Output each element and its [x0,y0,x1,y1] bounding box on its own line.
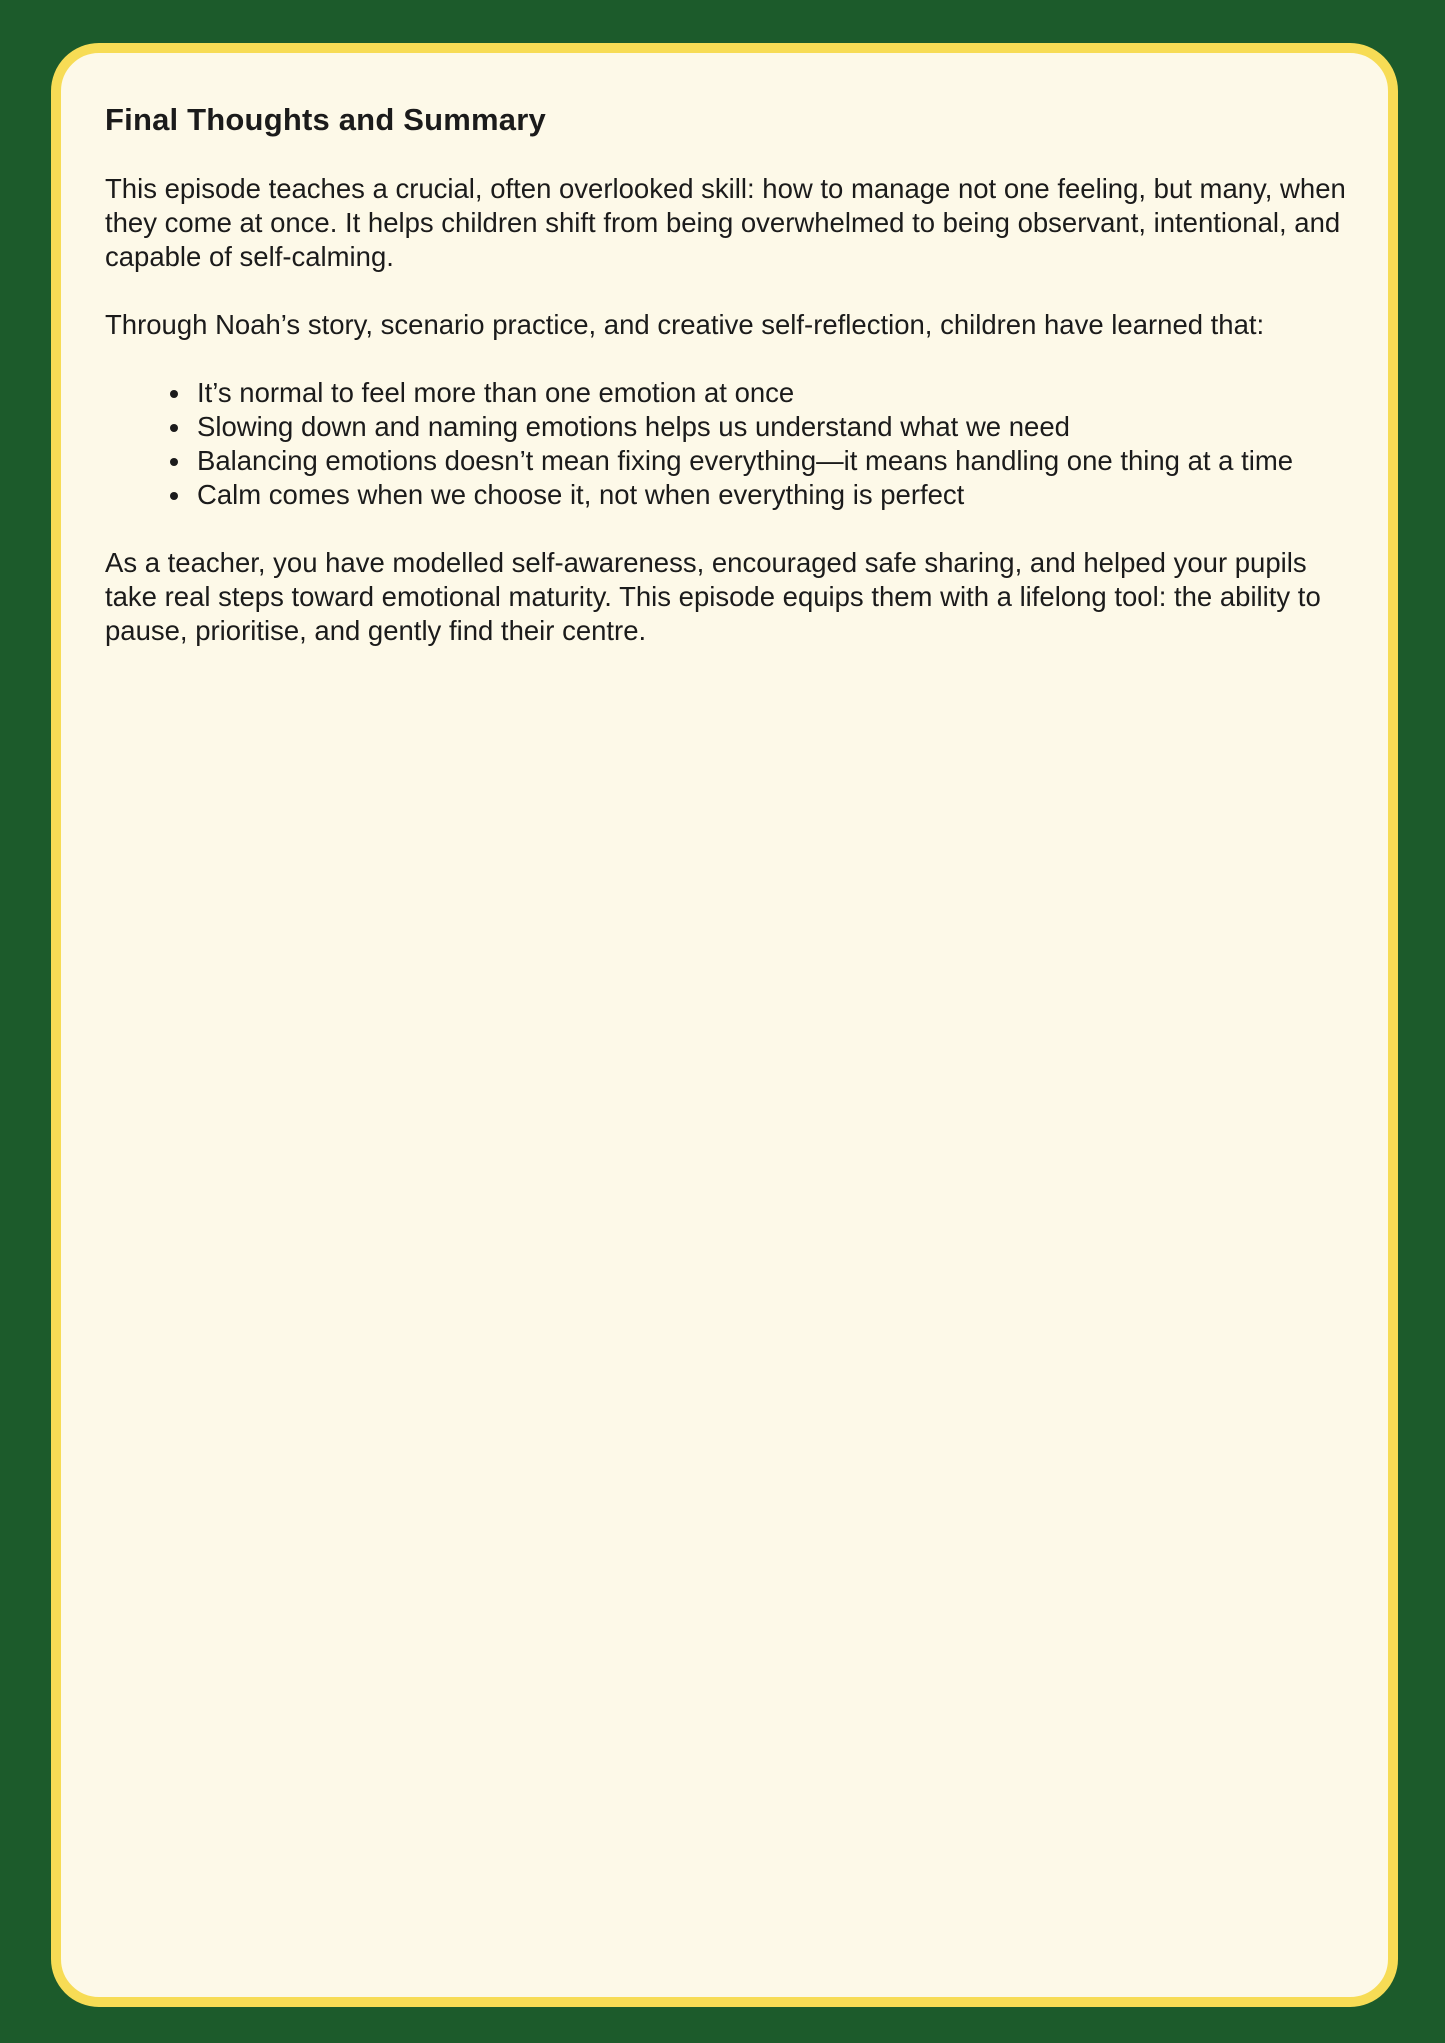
learning-points-list [105,376,1355,512]
list-item: • Balancing emotions doesn’t mean fixing everything—it means handling one thing at a time [193,444,1355,478]
learned-intro-paragraph: Through Noah’s story, scenario practice, and creative self-reflection, children have learned that: [105,309,1265,340]
intro-paragraph: This episode teaches a crucial, often overlooked skill: how to manage not one feeling, but many, when they come at once. It helps children shift from being overwhelmed to being observant, intentional, and capable of self-calming. [105,173,1346,272]
page-title: Final Thoughts and Summary [105,102,546,137]
list-item: • It’s normal to feel more than one emotion at once [193,376,1355,410]
teacher-paragraph: As a teacher, you have modelled self-awareness, encouraged safe sharing, and helped your pupils take real steps toward emotional maturity. This episode equips them with a lifelong tool: the ability to pause, prioritise, and gently find their centre. [105,547,1321,646]
document-content [105,96,1355,682]
list-item: • Calm comes when we choose it, not when everything is perfect [193,478,1355,512]
list-item: • Slowing down and naming emotions helps us understand what we need [193,410,1355,444]
